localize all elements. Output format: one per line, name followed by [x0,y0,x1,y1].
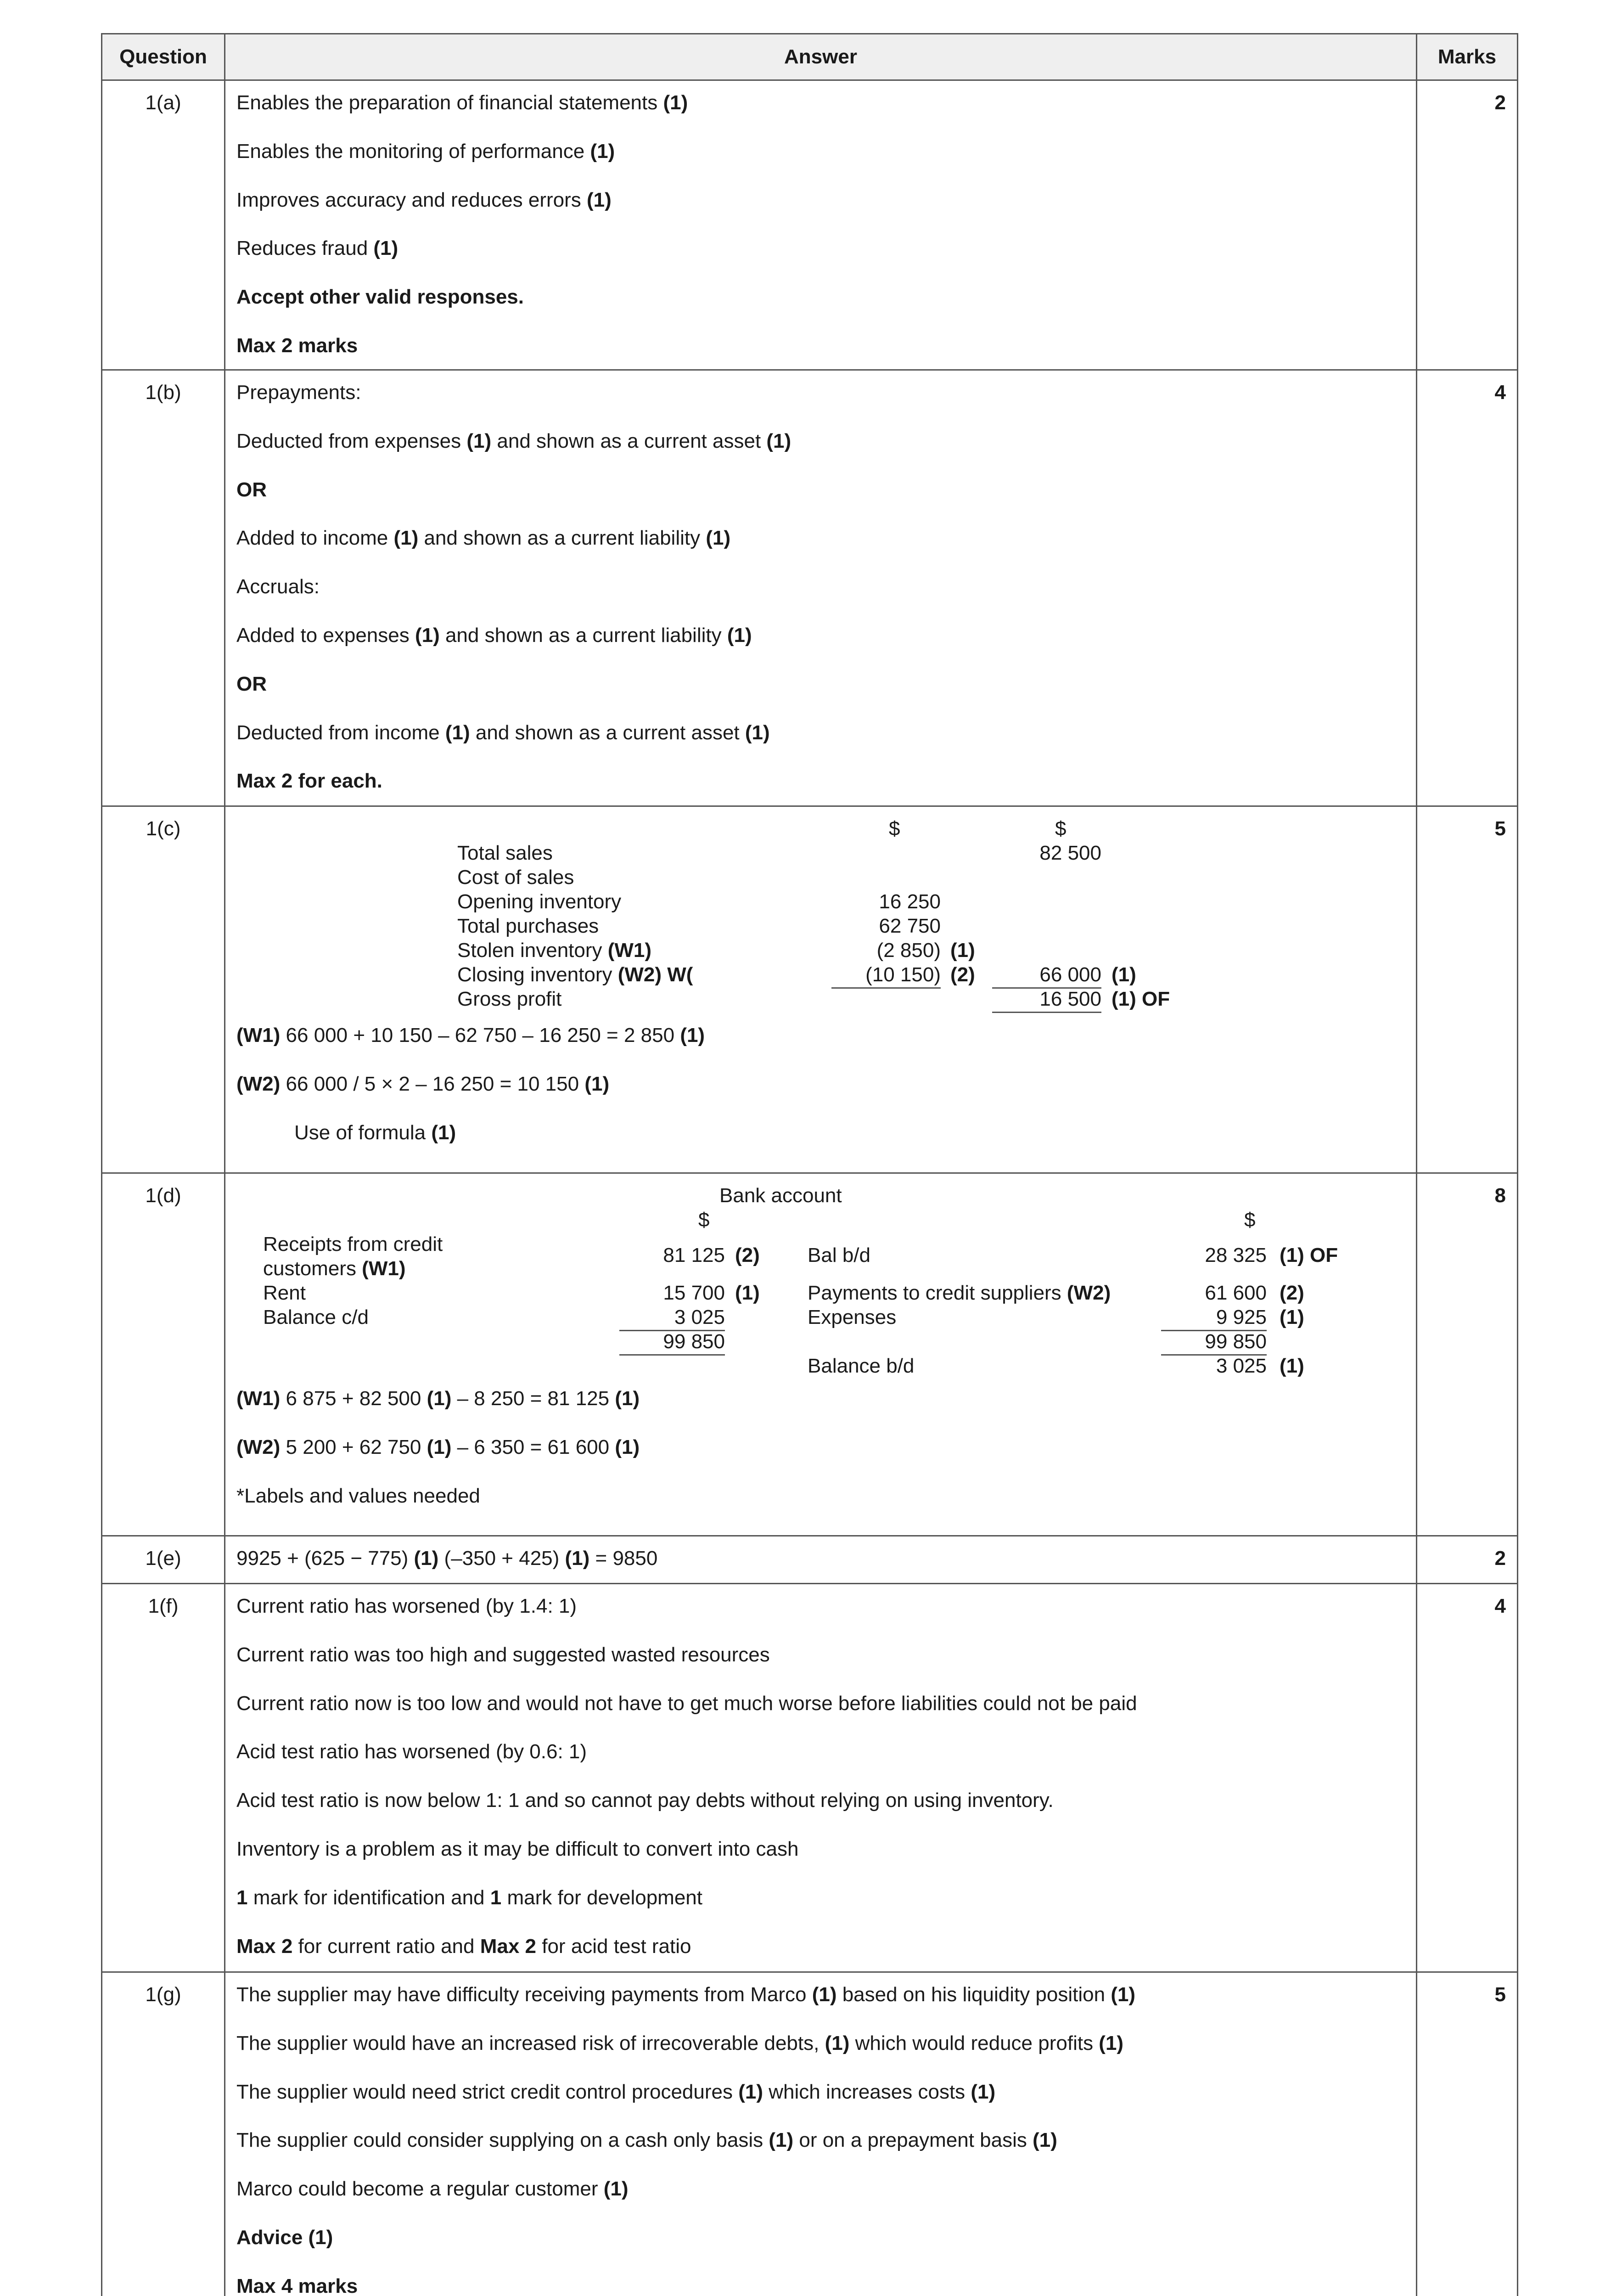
account-title: Bank account [719,1184,842,1207]
currency-header: $ [1244,1209,1256,1231]
mark-label: (1) [415,624,440,647]
line-label: Opening inventory [457,890,622,913]
line-value: (10 150) [831,963,941,989]
marks-value: 8 [1417,1173,1518,1536]
marks-value: 2 [1417,80,1518,370]
line-value: 82 500 [1039,842,1101,864]
working-ref: (W2) [236,1435,281,1458]
mark-scheme-table [101,33,1518,2296]
answer-text: Current ratio now is too low and would not have to get much worse before liabilities could not be paid [236,1692,1137,1715]
or-label: OR [236,672,267,695]
answer-text: Current ratio was too high and suggested wasted resources [236,1643,770,1666]
answer-cell [225,1584,1417,1972]
line-label: customers [263,1257,362,1280]
mark-label: (1) [427,1435,452,1458]
header-marks: Marks [1417,34,1518,80]
working-ref: (W1) [236,1024,281,1047]
mark-label: (1) [445,721,470,744]
mark-label: (2) [735,1244,760,1266]
line-value: 62 750 [879,915,941,937]
answer-cell [225,1173,1417,1536]
mark-label: (1) [727,624,752,647]
max-marks: Max 2 [480,1935,537,1958]
mark-label: (1) OF [1111,988,1170,1010]
working-ref: (W1) [362,1257,406,1280]
mark-label: (1) [431,1121,456,1144]
answer-text: Enables the preparation of financial statements [236,91,663,114]
question-number: 1(a) [102,80,225,370]
answer-text: mark for identification and [247,1886,490,1909]
line-label: Stolen inventory [457,939,608,962]
answer-text: and shown as a current asset [491,429,767,452]
mark-label: (1) [427,1387,452,1410]
answer-text: Current ratio has worsened (by 1.4: 1) [236,1595,577,1617]
answer-text: The supplier could consider supplying on a cash only basis [236,2129,769,2152]
mark-label: (1) [663,91,688,114]
line-label: Balance b/d [808,1355,915,1377]
row-1f [102,1584,1518,1972]
answer-text: Reduces fraud [236,237,374,260]
row-1e [102,1536,1518,1584]
mark-label: (1) [971,2080,996,2103]
mark-label: (1) [825,2032,850,2054]
line-label: Cost of sales [457,866,574,889]
line-value: 3 025 [619,1306,725,1331]
line-label: Balance c/d [263,1306,369,1328]
working-text: – 8 250 = 81 125 [451,1387,615,1410]
bank-account [236,1184,1405,1379]
answer-note: Accept other valid responses. [236,286,524,309]
answer-text: The supplier would need strict credit control procedures [236,2080,739,2103]
mark-count: 1 [236,1886,248,1909]
account-total: 99 850 [619,1330,725,1356]
answer-text: (–350 + 425) [438,1547,565,1570]
working-text: 6 875 + 82 500 [280,1387,427,1410]
answer-text: and shown as a current liability [418,527,706,550]
answer-text: Deducted from expenses [236,429,467,452]
or-label: OR [236,478,267,501]
answer-text: Added to expenses [236,624,415,647]
line-label: Total sales [457,842,553,864]
line-value: 15 700 [663,1282,725,1304]
mark-count: 1 [490,1886,502,1909]
mark-label: (1) [584,1072,610,1095]
mark-label: (1) [1099,2032,1124,2054]
answer-text: Acid test ratio has worsened (by 0.6: 1) [236,1740,587,1763]
mark-label: (1) [738,2080,763,2103]
row-1g [102,1972,1518,2296]
mark-label: (1) [735,1282,760,1304]
line-label: Expenses [808,1306,897,1328]
line-value: 16 500 [992,987,1101,1013]
answer-text: The supplier would have an increased risk of irrecoverable debts, [236,2032,825,2054]
mark-label: (1) [414,1547,439,1570]
currency-header: $ [1055,817,1067,840]
answer-text: = 9850 [589,1547,658,1570]
row-1c [102,806,1518,1173]
working-ref: (W2) [1067,1282,1111,1304]
mark-label: (1) [766,429,791,452]
answer-text: and shown as a current asset [470,721,745,744]
answer-text: which increases costs [763,2080,971,2103]
section-title: Accruals: [236,575,320,598]
max-marks: Max 2 for each. [236,770,382,793]
question-number: 1(g) [102,1972,225,2296]
answer-text: Marco could become a regular customer [236,2178,604,2200]
line-label: Rent [263,1282,306,1304]
mark-label: (1) [373,237,399,260]
working-ref: (W1) [236,1387,281,1410]
mark-label: (1) [769,2129,794,2152]
mark-label: (1) [1033,2129,1057,2152]
answer-text: The supplier may have difficulty receiving payments from Marco [236,1983,812,2006]
mark-label: (1) [565,1547,590,1570]
row-1b [102,370,1518,806]
line-label: Closing inventory [457,963,618,986]
line-value: 3 025 [1216,1355,1267,1377]
answer-note: *Labels and values needed [236,1484,480,1507]
currency-header: $ [698,1209,710,1231]
mark-label: (1) [1280,1355,1304,1377]
marks-value: 5 [1417,1972,1518,2296]
answer-text: Inventory is a problem as it may be difficult to convert into cash [236,1837,799,1860]
answer-cell [225,806,1417,1173]
mark-label: (1) [586,188,612,211]
working-ref: (W1) [607,939,652,962]
answer-cell [225,370,1417,806]
mark-label: (1) [615,1387,640,1410]
question-number: 1(e) [102,1536,225,1584]
answer-text: Enables the monitoring of performance [236,140,590,163]
header-answer: Answer [225,34,1417,80]
mark-label: (1) OF [1280,1244,1338,1266]
working-ref: (W2) [236,1072,281,1095]
line-label: Payments to credit suppliers [808,1282,1067,1304]
answer-text: Acid test ratio is now below 1: 1 and so cannot pay debts without relying on using inventory. [236,1789,1054,1812]
question-number: 1(d) [102,1173,225,1536]
account-total: 99 850 [1161,1330,1267,1356]
line-value: (2 850) [876,939,941,962]
row-1a [102,80,1518,370]
currency-header: $ [889,817,900,840]
trading-account [236,817,1405,1015]
working-text: 66 000 + 10 150 – 62 750 – 16 250 = 2 850 [280,1024,680,1047]
answer-text: for current ratio and [292,1935,480,1958]
answer-text: and shown as a current liability [439,624,727,647]
line-label: Gross profit [457,988,562,1010]
mark-label: (1) [812,1983,837,2006]
line-value: 66 000 [992,963,1101,989]
mark-label: (1) [1111,963,1136,986]
mark-label: (1) [466,429,492,452]
answer-cell [225,80,1417,370]
question-number: 1(b) [102,370,225,806]
mark-label: (1) [950,939,975,962]
mark-label: (1) [1111,1983,1136,2006]
marks-value: 5 [1417,806,1518,1173]
line-value: 81 125 [663,1244,725,1266]
marks-value: 4 [1417,370,1518,806]
answer-text: or on a prepayment basis [793,2129,1033,2152]
answer-text: which would reduce profits [849,2032,1099,2054]
line-value: 9 925 [1161,1306,1267,1331]
mark-label: (2) [950,963,975,986]
answer-text: 9925 + (625 − 775) [236,1547,414,1570]
max-marks: Max 2 [236,1935,293,1958]
marks-value: 2 [1417,1536,1518,1584]
question-number: 1(f) [102,1584,225,1972]
line-value: 16 250 [879,890,941,913]
mark-label: (1) [615,1435,640,1458]
advice-label: Advice (1) [236,2226,333,2249]
mark-label: (1) [603,2178,629,2200]
row-1d [102,1173,1518,1536]
max-marks: Max 2 marks [236,334,358,357]
marks-value: 4 [1417,1584,1518,1972]
header-row [102,34,1518,80]
mark-label: (1) [1280,1306,1304,1328]
mark-label: (1) [590,140,615,163]
working-text: – 6 350 = 61 600 [451,1435,615,1458]
mark-label: (1) [680,1024,705,1047]
answer-cell [225,1972,1417,2296]
answer-text: Deducted from income [236,721,445,744]
header-question: Question [102,34,225,80]
answer-text: Added to income [236,527,394,550]
line-value: 61 600 [1205,1282,1267,1304]
answer-text: based on his liquidity position [836,1983,1111,2006]
mark-label: (2) [1280,1282,1304,1304]
section-title: Prepayments: [236,381,361,404]
answer-cell [225,1536,1417,1584]
line-label: Total purchases [457,915,599,937]
mark-label: (1) [393,527,419,550]
working-ref: (W2) W( [617,963,693,986]
answer-text: for acid test ratio [536,1935,691,1958]
answer-text: mark for development [501,1886,702,1909]
line-label: Receipts from credit [263,1233,443,1255]
working-text: Use of formula [294,1121,432,1144]
mark-label: (1) [745,721,770,744]
question-number: 1(c) [102,806,225,1173]
max-marks: Max 4 marks [236,2274,358,2296]
mark-label: (1) [706,527,731,550]
working-text: 66 000 / 5 × 2 – 16 250 = 10 150 [280,1072,585,1095]
working-text: 5 200 + 62 750 [280,1435,427,1458]
line-label: Bal b/d [808,1244,870,1266]
line-value: 28 325 [1205,1244,1267,1266]
answer-text: Improves accuracy and reduces errors [236,188,587,211]
